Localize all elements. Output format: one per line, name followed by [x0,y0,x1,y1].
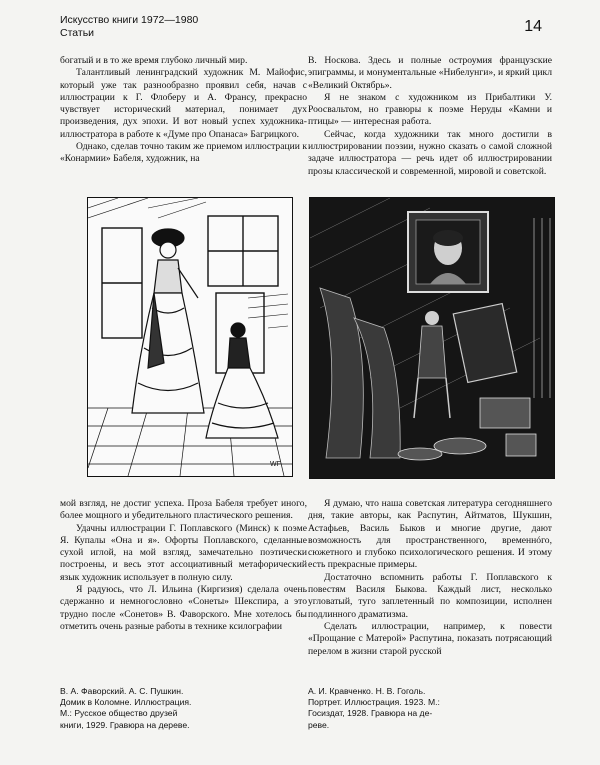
running-header [60,14,198,40]
book-title: Искусство книги 1972—1980 [60,14,199,26]
paragraph: Я радуюсь, что Л. Ильина (Киргизия) сделала очень сдержанно и немногословно «Сонеты» Шекспира, а это трудно после «Сонетов» В. Фаворского. Мне хотелось бы отметить очень разные работы в технике ксилографии [60,584,307,632]
left-figure-caption [60,686,300,731]
paragraph: В. Носкова. Здесь и полные остроумия французские эпиграммы, и монументальные «Нибелунги», и яркий цикл «Великий Октябрь». [308,55,552,91]
left-column-top [60,55,307,166]
paragraph: Я думаю, что наша советская литература сегодняшнего дня, такие авторы, как Распутин, Айтматов, Шукшин, Астафьев, Василь Быков и многие другие, дают возможность для пространственного, временнóго, сюжетного и глубоко психологического решения. И этому есть прекрасные примеры. [308,498,552,571]
engraving-women-interior [88,198,292,476]
caption-line: Госиздат, 1928. Гравюра на де- [308,708,433,719]
caption-line: Портрет. Иллюстрация. 1923. М.: [308,697,440,708]
right-figure-caption [308,686,548,731]
favorsky-illustration [87,197,293,477]
paragraph: Сейчас, когда художники так много достигли в иллюстрировании поэзии, нужно сказать о самой сложной задаче иллюстратора — речь идет об иллюстрировании прозы классической и современной, мировой и советской. [308,128,552,177]
paragraph: Талантливый ленинградский художник М. Майофис, который уже так разнообразно проявил себя, начав с иллюстрации к Г. Флоберу и А. Франсу, прекрасно чувствует исторический материал, понимает дух произведения, дух эпохи. И вот новый успех художника-иллюстратора в работе к «Думе про Опанаса» Багрицкого. [60,67,307,140]
section-title: Статьи [60,27,95,39]
right-column-bottom [308,498,552,658]
paragraph: Однако, сделав точно таким же приемом иллюстрации к «Конармии» Бабеля, художник, на [60,141,307,165]
caption-line: А. И. Кравченко. Н. В. Гоголь. [308,686,426,696]
caption-line: Домик в Коломне. Иллюстрация. [60,697,192,708]
paragraph: Я не знаком с художником из Прибалтики У. Роосвальтом, но гравюры к поэме Неруды «Камни и птицы» — интересная работа. [308,91,552,128]
kravchenko-illustration [309,197,555,479]
paragraph: богатый и в то же время глубоко личный мир. [60,55,248,66]
caption-line: реве. [308,719,330,730]
page-number: 14 [524,18,542,35]
paragraph: мой взгляд, не достиг успеха. Проза Бабеля требует иного, более мощного и убедительного пластического решения. [60,498,307,522]
engraving-portrait-room [310,198,554,478]
paragraph: Удачны иллюстрации Г. Поплавского (Минск) к поэме Я. Купалы «Она и я». Офорты Поплавского, сделанные сухой иглой, на мой взгляд, замечательно поэтически построены, и весь этот ассоциативный метафорический язык художник использует в полную силу. [60,522,307,583]
paragraph: Сделать иллюстрации, например, к повести «Прощание с Матерой» Распутина, показать потрясающий перелом в жизни старой русской [308,620,552,657]
caption-line: М.: Русское общество друзей [60,708,178,719]
right-column-top [308,55,552,178]
engraving-signature: WF [270,461,281,468]
left-column-bottom [60,498,307,633]
caption-line: В. А. Фаворский. А. С. Пушкин. [60,686,184,696]
paragraph: Достаточно вспомнить работы Г. Поплавского к повестям Василя Быкова. Каждый лист, несколько угловатый, туго заплетенный по композиции, исполнен подлинного драматизма. [308,571,552,620]
caption-line: книги, 1929. Гравюра на дереве. [60,719,190,730]
